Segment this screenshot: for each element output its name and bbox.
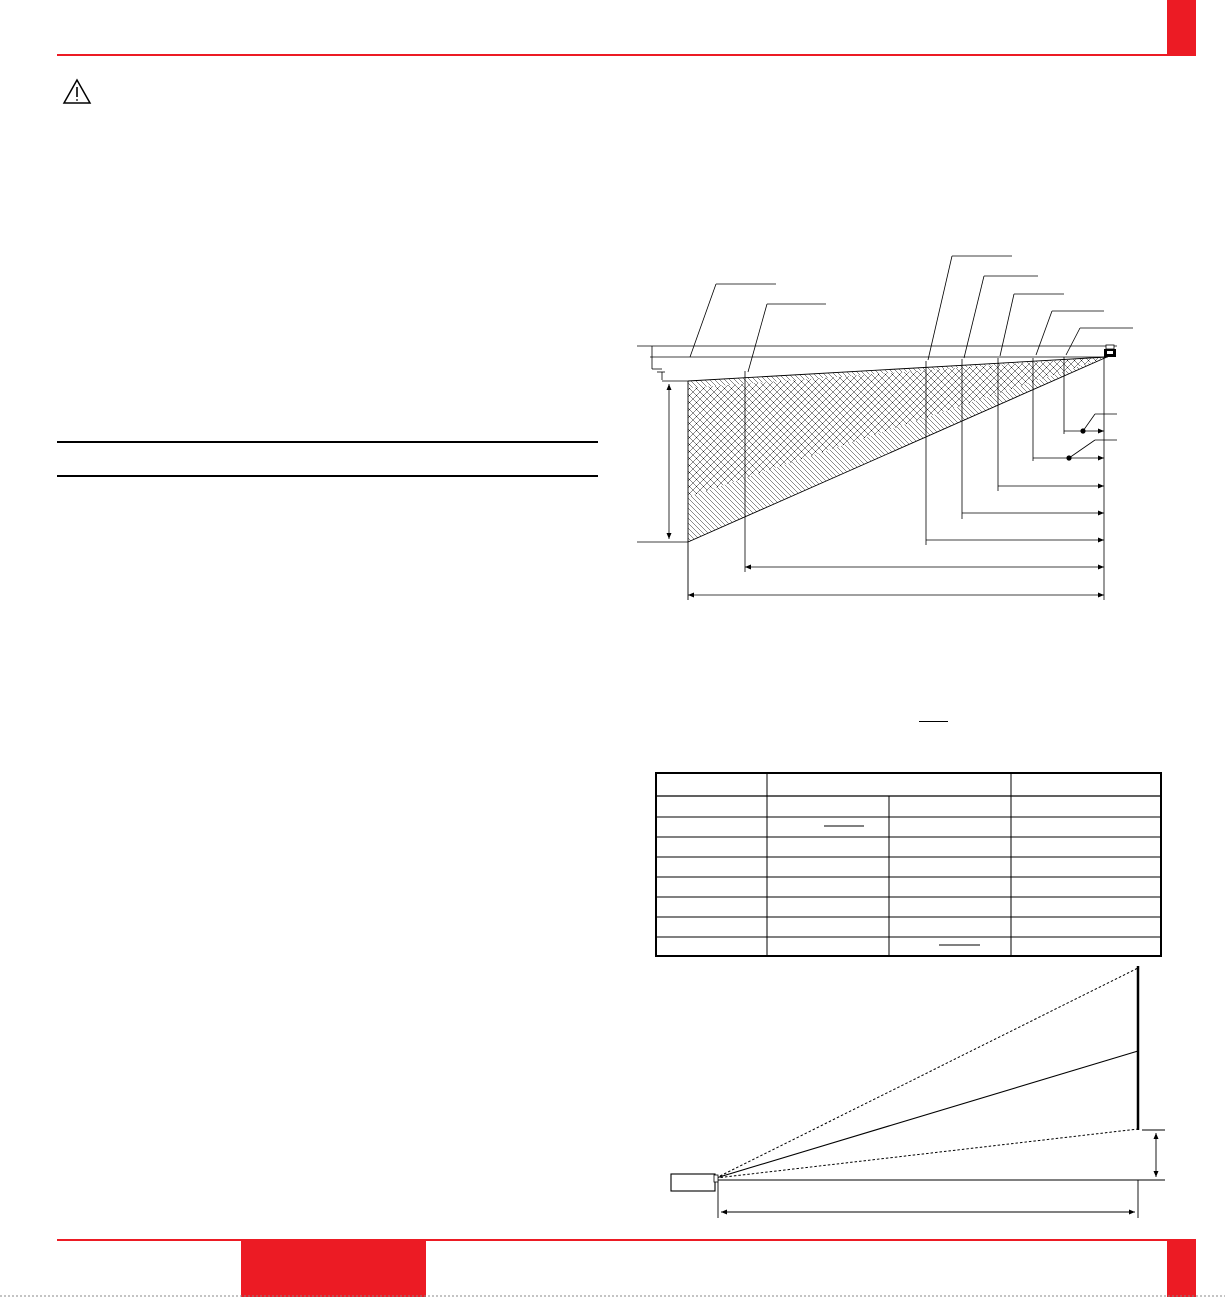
footer-tab-marker (1167, 1240, 1196, 1297)
footer-rule (57, 1239, 1196, 1241)
footer-tab-center (241, 1240, 426, 1297)
projector-box-icon (671, 1174, 718, 1191)
